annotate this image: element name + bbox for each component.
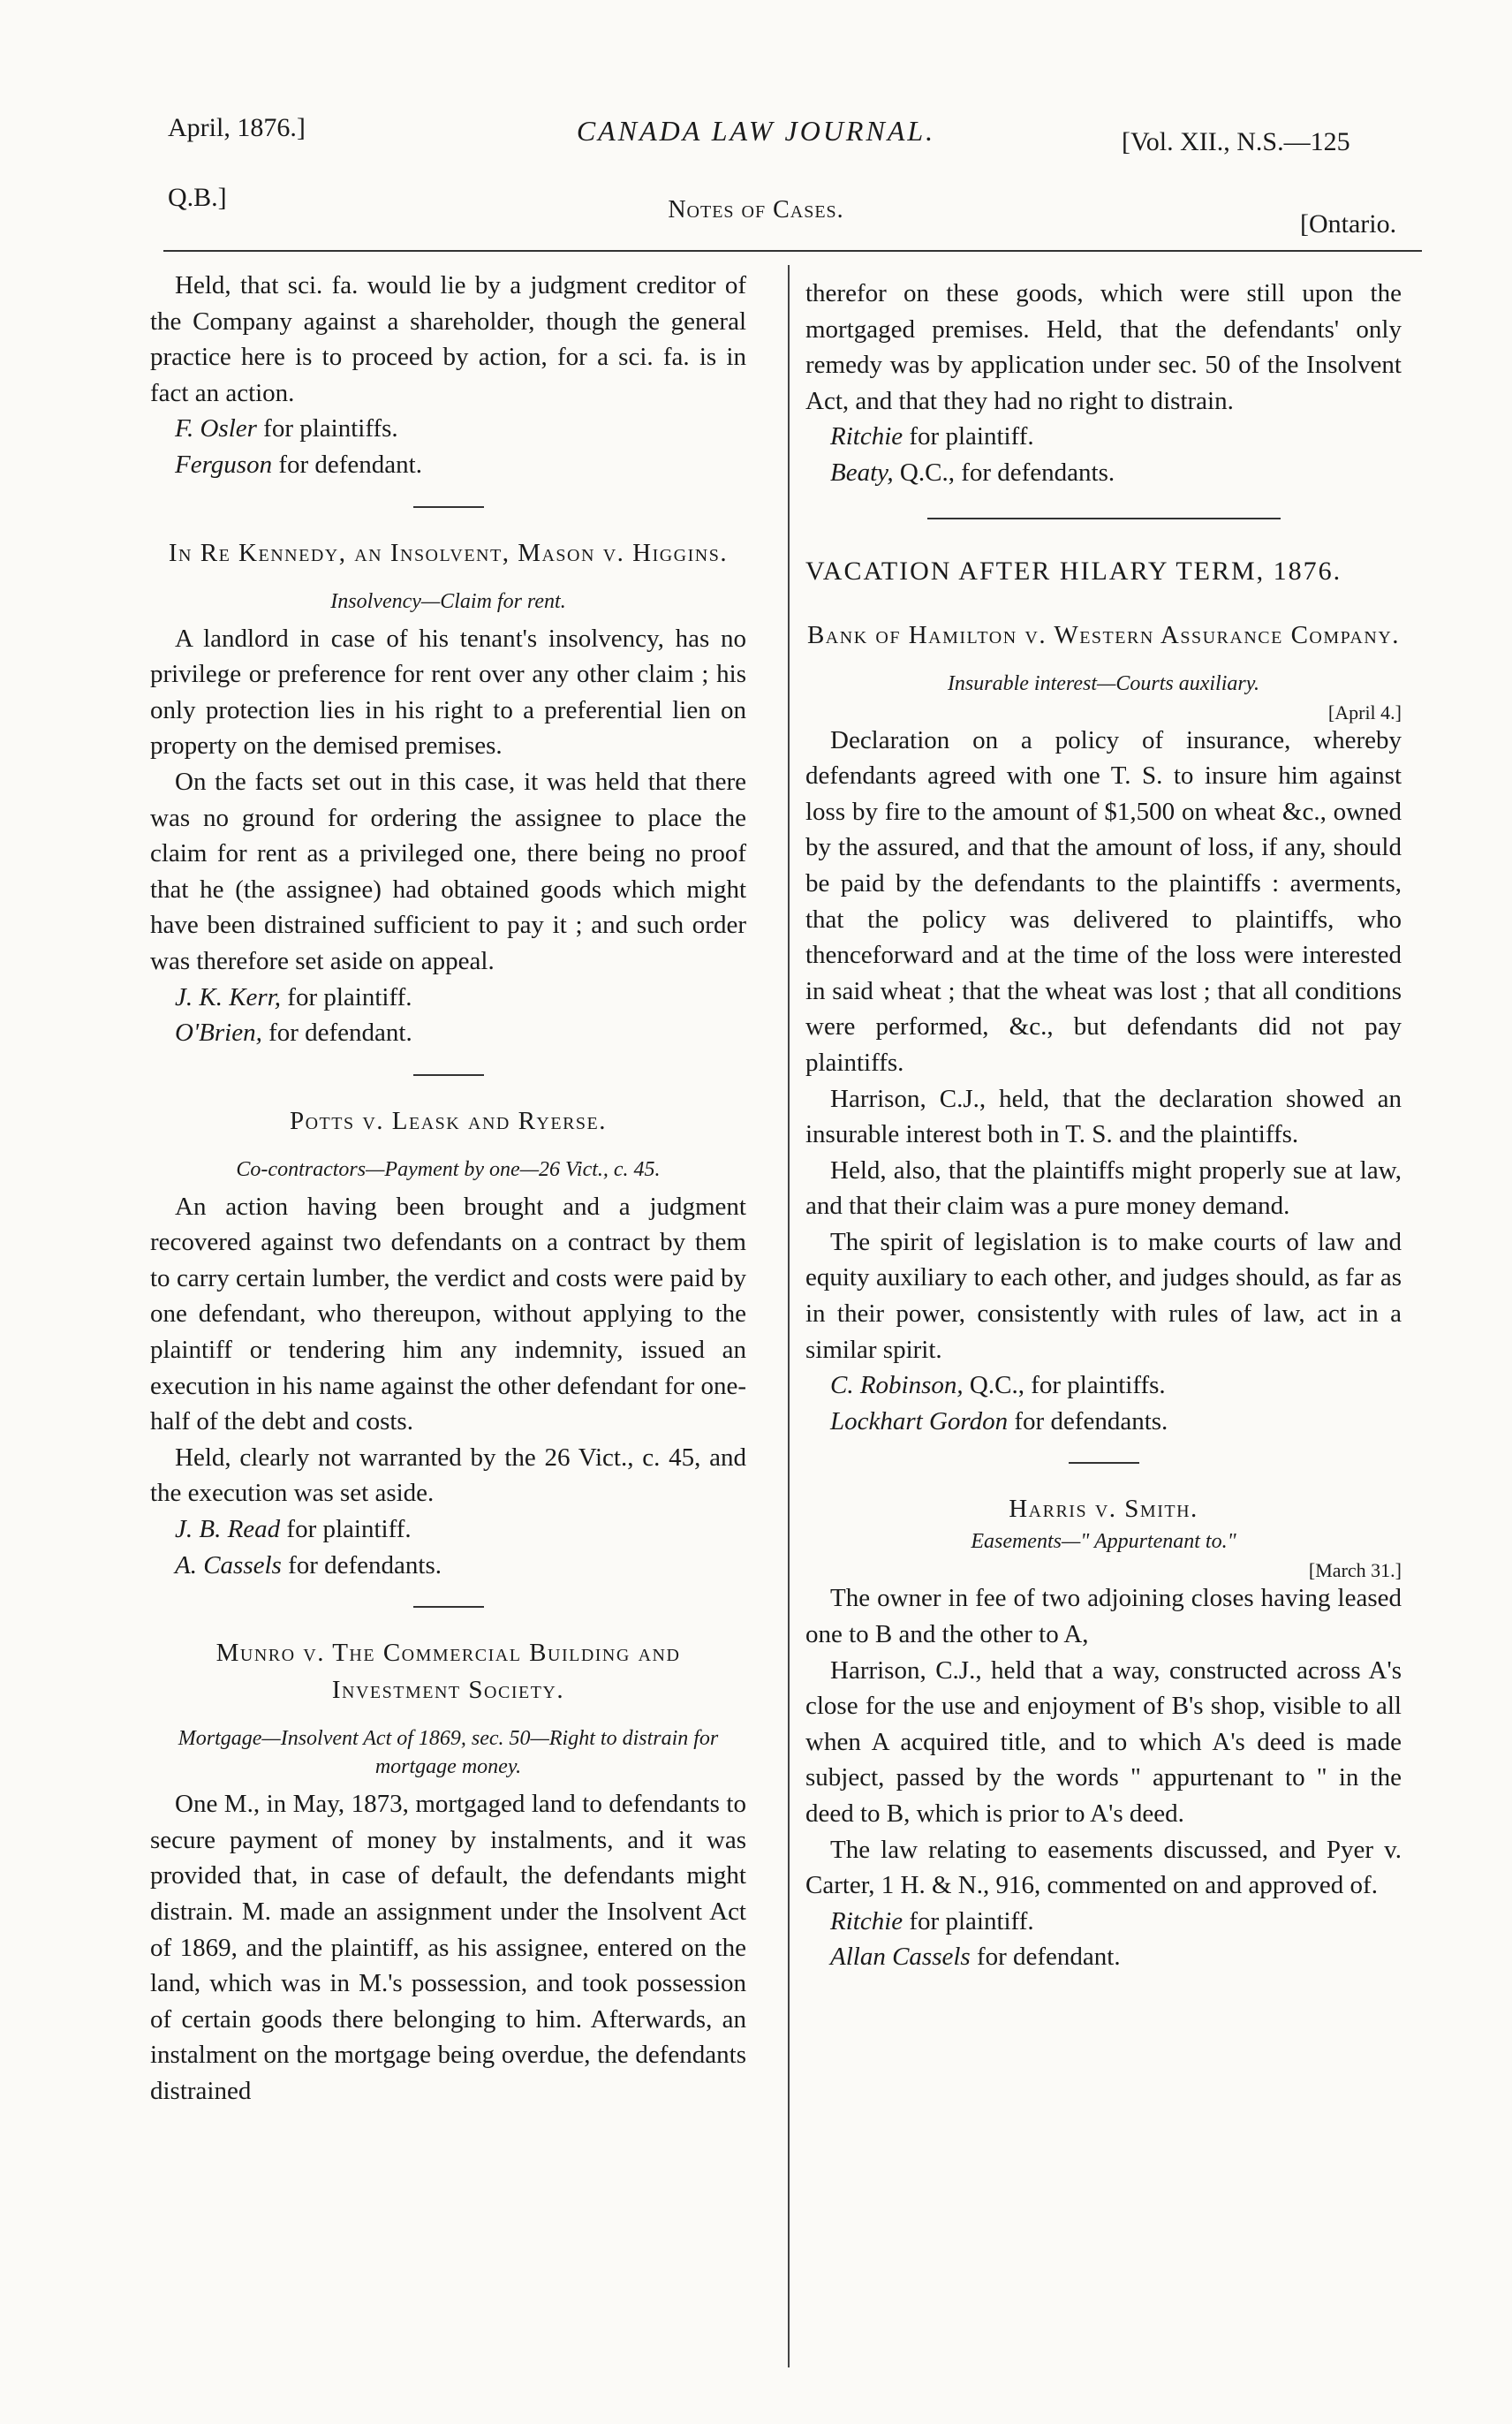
case-paragraph: The law relating to easements discussed, and Pyer v. Carter, 1 H. & N., 916, commented on and approved of. — [805, 1835, 1402, 1900]
header-date: April, 1876.] — [168, 113, 306, 142]
case-paragraph: The spirit of legislation is to make courts of law and equity auxiliary to each other, and judges should, as far as in their power, consistently with rules of law, act in a similar spirit. — [805, 1227, 1402, 1364]
counsel-name: Ferguson — [175, 450, 273, 479]
case-held-paragraph: Held, clearly not warranted by the 26 Vict., c. 45, and the execution was set aside. — [150, 1443, 746, 1508]
counsel-name: Lockhart Gordon — [830, 1406, 1009, 1435]
journal-title: CANADA LAW JOURNAL. — [576, 115, 936, 147]
case-paragraph: An action having been brought and a judgment recovered against two defendants on a contract by them to carry certain lumber, the verdict and costs were paid by one defendant, who thereupon, without applying to the plaintiff or tendering him any indemnity, issued an execution in his name against the other defendant for one-half of the debt and costs. — [150, 1192, 746, 1436]
case-subtitle: Co-contractors—Payment by one—26 Vict., c. 45. — [236, 1157, 661, 1181]
case-paragraph: Declaration on a policy of insurance, whereby defendants agreed with one T. S. to insure him against loss by fire to the amount of $1,500 on wheat &c., owned by the assured, and that the amount of loss, if any, should be paid by the defendants to the plaintiffs : averments, that the policy was delivered to plaintiffs, who thenceforward and at the time of the loss were interested in said wheat ; that the wheat was lost ; that all conditions were performed, &c., but defendants did not pay plaintiffs. — [805, 725, 1402, 1077]
counsel-name: Ritchie — [830, 1906, 903, 1935]
header-court: Q.B.] — [168, 183, 227, 212]
case-paragraph-continued: therefor on these goods, which were still upon the mortgaged premises. Held, that the defendants' only remedy was by application under sec. 50 of the Insolvent Act, and that they had no right to distrain. — [805, 279, 1402, 415]
counsel-name: Beaty, — [830, 458, 894, 487]
case-separator — [413, 506, 484, 508]
case-held-paragraph: Held, that sci. fa. would lie by a judgment creditor of the Company against a shareholder, though the general practice here is to proceed by action, for a sci. fa. is in fact an action. — [150, 271, 746, 407]
counsel-role: for defendant. — [970, 1943, 1121, 1972]
counsel-line — [805, 1904, 1402, 1940]
counsel-line — [805, 1939, 1402, 1975]
counsel-name: O'Brien, — [175, 1019, 262, 1048]
counsel-line — [805, 419, 1402, 455]
column-divider — [788, 265, 790, 2367]
counsel-line — [150, 980, 746, 1016]
counsel-line — [150, 447, 746, 483]
case-paragraph: A landlord in case of his tenant's insolvency, has no privilege or preference for rent over any other claim ; his only protection lies in his right to a preferential lien on property on the demised premises. — [150, 624, 746, 761]
case-date: [April 4.] — [1327, 701, 1402, 723]
counsel-role: for defendants. — [281, 1550, 442, 1579]
case-title-harris: Harris v. Smith. — [1009, 1495, 1198, 1524]
case-subtitle: Easements—" Appurtenant to." — [971, 1530, 1236, 1554]
counsel-role: for defendant. — [261, 1019, 412, 1048]
counsel-line — [150, 1548, 746, 1584]
counsel-role: for defendants. — [1008, 1406, 1168, 1435]
case-held-paragraph: Harrison, C.J., held that a way, constructed across A's close for the use and enjoyment of B's shop, visible to all when A acquired title, and to which A's deed is made subject, passed by the words " appurtenant to " in the deed to B, which is prior to A's deed. — [805, 1655, 1402, 1828]
right-column — [805, 276, 1402, 1975]
case-paragraph: One M., in May, 1873, mortgaged land to defendants to secure payment of money by instalments, and it was provided that, in case of default, the defendants might distrain. M. made an assignment under the Insolvent Act of 1869, and the plaintiff, as his assignee, entered on the land, which was in M.'s possession, and took possession of certain goods there belonging to him. Afterwards, an instalment on the mortgage being overdue, the defendants distrained — [150, 1790, 746, 2105]
header-rule — [163, 250, 1422, 252]
counsel-role: for plaintiffs. — [256, 414, 398, 443]
counsel-role: Q.C., for plaintiffs. — [963, 1371, 1166, 1400]
header-province: [Ontario. — [1300, 209, 1397, 239]
counsel-role: for plaintiff. — [903, 1906, 1034, 1935]
counsel-role: for plaintiff. — [280, 1515, 412, 1544]
case-title-potts: Potts v. Leask and Ryerse. — [289, 1106, 608, 1135]
counsel-line — [805, 455, 1402, 491]
case-held-paragraph: Held, also, that the plaintiffs might properly sue at law, and that their claim was a pure money demand. — [805, 1155, 1402, 1221]
case-title-munro: Munro v. The Commercial Building and Investment Society. — [215, 1639, 681, 1705]
case-subtitle: Insurable interest—Courts auxiliary. — [947, 671, 1260, 695]
counsel-line — [150, 1015, 746, 1051]
counsel-name: J. K. Kerr, — [175, 982, 282, 1011]
case-title-bank-of-hamilton: Bank of Hamilton v. Western Assurance Company. — [806, 620, 1401, 649]
case-separator — [413, 1074, 484, 1076]
counsel-line — [150, 411, 746, 447]
case-subtitle: Mortgage—Insolvent Act of 1869, sec. 50—Right to distrain for mortgage money. — [178, 1727, 719, 1779]
counsel-name: Ritchie — [830, 422, 903, 451]
section-title: Notes of Cases. — [668, 196, 844, 223]
counsel-role: for defendant. — [272, 450, 422, 479]
case-title-kennedy: In Re Kennedy, an Insolvent, Mason v. Higgins. — [168, 538, 729, 567]
term-heading: VACATION AFTER HILARY TERM, 1876. — [805, 556, 1342, 586]
counsel-role: for plaintiff. — [281, 982, 412, 1011]
counsel-line — [150, 1511, 746, 1548]
case-paragraph: On the facts set out in this case, it was held that there was no ground for ordering the assignee to place the claim for rent as a privileged one, there being no proof that he (the assignee) had obtained goods which might have been distrained sufficient to pay it ; and such order was therefore set aside on appeal. — [150, 767, 746, 975]
section-separator — [927, 518, 1281, 519]
counsel-name: A. Cassels — [175, 1550, 282, 1579]
case-paragraph: The owner in fee of two adjoining closes having leased one to B and the other to A, — [805, 1584, 1402, 1649]
counsel-name: F. Osler — [175, 414, 257, 443]
counsel-line — [805, 1404, 1402, 1440]
counsel-role: for plaintiff. — [903, 422, 1034, 451]
left-column — [150, 268, 746, 2110]
case-separator — [1069, 1462, 1139, 1464]
counsel-line — [805, 1367, 1402, 1404]
counsel-name: J. B. Read — [175, 1515, 281, 1544]
case-subtitle: Insolvency—Claim for rent. — [330, 589, 566, 613]
counsel-role: Q.C., for defendants. — [893, 458, 1115, 487]
counsel-name: Allan Cassels — [830, 1943, 971, 1972]
counsel-name: C. Robinson, — [830, 1371, 964, 1400]
case-separator — [413, 1606, 484, 1608]
volume-page-number: [Vol. XII., N.S.—125 — [1122, 127, 1350, 156]
case-date: [March 31.] — [1308, 1559, 1402, 1582]
case-paragraph: Harrison, C.J., held, that the declaration showed an insurable interest both in T. S. and the plaintiffs. — [805, 1084, 1402, 1149]
